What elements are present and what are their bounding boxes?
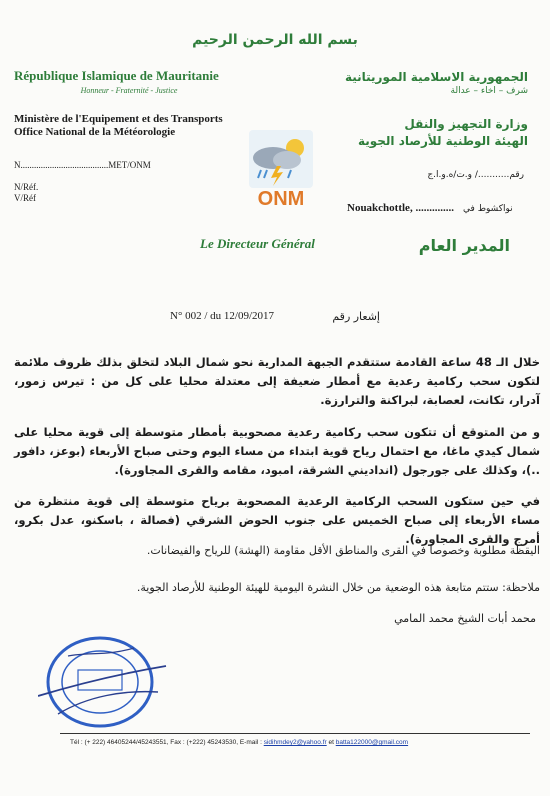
fr-reference-lines [14,182,38,204]
body-paragraph-1: خلال الـ 48 ساعة القادمة ستتقدم الجبهة المدارية نحو شمال البلاد لتخلق بذلك ظروف ملائمة لتكون سحب ركامية رعدية مع أمطار ضعيفة إلى معتدلة محليا على كل من : تيرس زمور، آدرار، تكانت، لعصابة، لبراكنة والترارزة. [14,355,540,407]
official-stamp-icon [38,626,168,738]
ar-reference-number: رقم.........../ و.ت/ه.و.ا.ج [427,170,524,180]
body-paragraph-2: و من المتوقع أن تتكون سحب ركامية رعدية مصحوبية بأمطار متوسطة إلى قوية محليا على شمال كيدي ماغا، مع احتمال رياح قوية ابتداء من مساء اليوم وحتى صباح الأربعاء (بوعز، دافور ..)، وكذلك على جورجول (انداديني الشرقة، امبود، مقامه والقرى المجاورة). [14,425,540,477]
ar-office: الهيئة الوطنية للأرصاد الجوية [357,134,528,148]
ar-motto: شرف – اخاء – عدالة [450,86,528,96]
fr-reference-number: N.......................................MET/ONM [14,160,151,170]
signatory-name: محمد أبات الشيخ محمد المامي [394,612,536,625]
fr-vref: V/Réf [14,193,36,203]
fr-nref: N/Réf. [14,182,39,192]
fr-motto: Honneur - Fraternité - Justice [80,86,178,95]
footer-contact [70,739,540,746]
footer-email-separator: et [328,739,334,746]
footer-email-2[interactable]: batta122000@gmail.com [335,739,409,746]
basmala: بسم الله الرحمن الرحيم [192,32,358,48]
fr-republic-title: République Islamique de Mauritanie [14,68,219,83]
place-date-ar: نواكشوط في [463,204,513,214]
place-date-fr: Nouakchottle, .............. [347,202,454,214]
fr-ministry: Ministère de l'Equipement et des Transports [14,113,223,125]
onm-logo-text: ONM [257,188,305,210]
body-paragraph-5: ملاحظة: ستتم متابعة هذه الوضعية من خلال النشرة اليومية للهيئة الوطنية للأرصاد الجوية. [136,581,540,594]
director-title-fr: Le Directeur Général [200,236,315,251]
footer-divider [60,733,530,734]
notice-heading [170,310,380,323]
ar-letterhead [308,70,528,96]
place-date-line [347,196,537,215]
ar-ministry: وزارة التجهيز والنقل [404,117,528,131]
body-paragraph-4: اليقظة مطلوبة وخصوصا في القرى والمناطق الأقل مقاومة (الهشة) للرياح والفيضانات. [146,544,540,557]
fr-ministry-block [14,113,254,139]
notice-label: إشعار رقم [332,310,380,323]
fr-office: Office National de la Météorologie [14,126,176,138]
body-paragraph-3: في حين ستكون السحب الركامية الرعدية المصحوبة برياح متوسطة إلى قوية منتظرة من مساء الأربعاء إلى صباح الخميس على جنوب الحوض الشرقي (فصالة ، باسكنو، عدل بكرو، أمرج والقرى المجاورة). [14,494,540,546]
fr-letterhead [14,68,244,95]
director-title-ar: المدير العام [418,236,510,255]
ar-republic-title: الجمهورية الاسلامية الموريتانية [344,70,528,84]
footer-email-1[interactable]: sidihmdey2@yahoo.fr [263,739,327,746]
footer-phone-fax: Tél : (+ 222) 46405244/45243551, Fax : (+222) 45243530, E-mail : [70,739,262,746]
ar-ministry-block [308,116,528,150]
notice-number: N° 002 / du 12/09/2017 [170,310,275,322]
